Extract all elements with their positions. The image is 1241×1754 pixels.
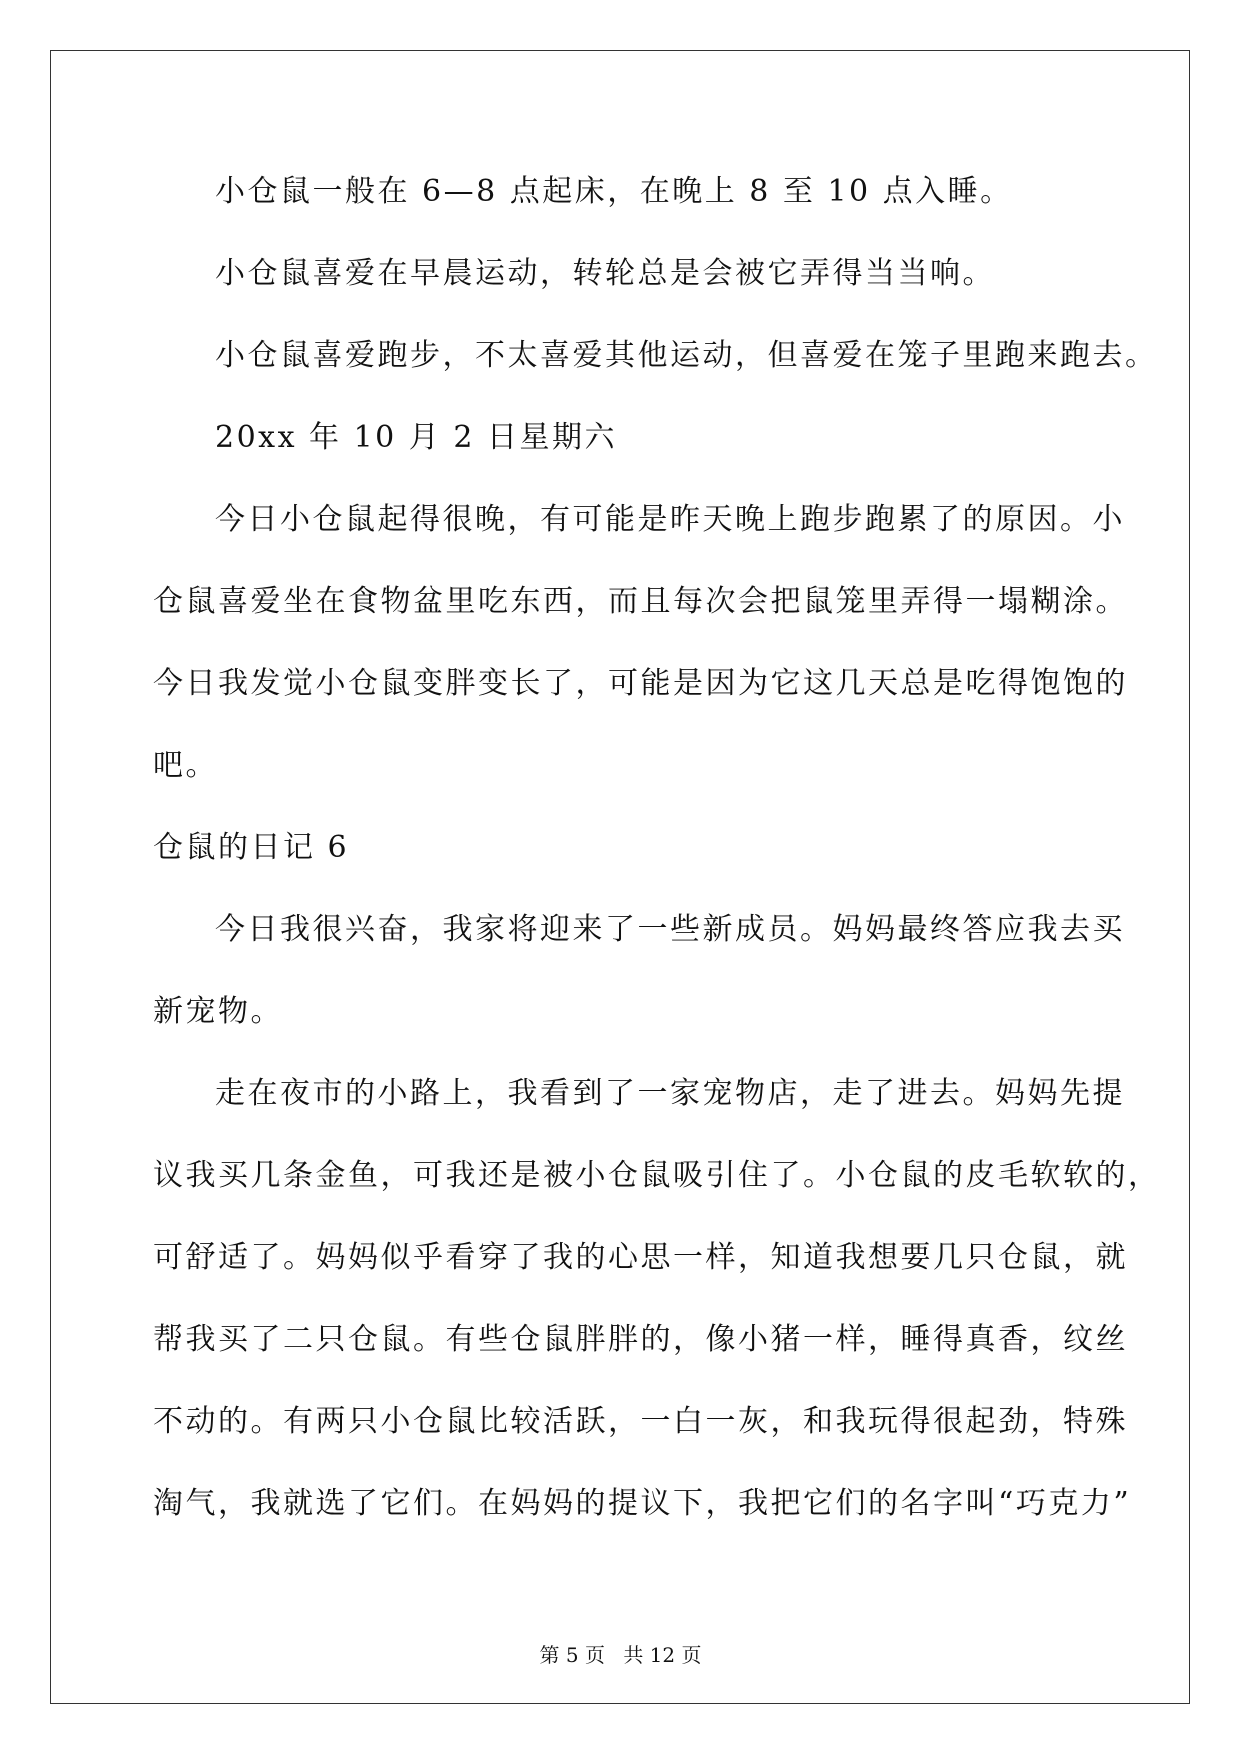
paragraph-line: 今日小仓鼠起得很晚，有可能是昨天晚上跑步跑累了的原因。小 (215, 502, 1125, 537)
paragraph-line: 可舒适了。妈妈似乎看穿了我的心思一样，知道我想要几只仓鼠，就 (153, 1240, 1128, 1275)
paragraph-line: 小仓鼠喜爱在早晨运动，转轮总是会被它弄得当当响。 (215, 256, 995, 291)
paragraph-line: 今日我很兴奋，我家将迎来了一些新成员。妈妈最终答应我去买 (215, 912, 1125, 947)
paragraph-line: 今日我发觉小仓鼠变胖变长了，可能是因为它这几天总是吃得饱饱的 (153, 666, 1128, 701)
page-number: 第 5 页 (539, 1643, 605, 1667)
paragraph-line: 小仓鼠喜爱跑步，不太喜爱其他运动，但喜爱在笼子里跑来跑去。 (215, 338, 1158, 373)
diary-date-heading: 20xx 年 10 月 2 日星期六 (215, 420, 617, 455)
page-total: 共 12 页 (623, 1643, 702, 1667)
paragraph-line: 淘气，我就选了它们。在妈妈的提议下，我把它们的名字叫“巧克力” (153, 1486, 1132, 1521)
paragraph-line: 新宠物。 (153, 994, 283, 1029)
page-border (50, 50, 1190, 1704)
paragraph-line: 不动的。有两只小仓鼠比较活跃，一白一灰，和我玩得很起劲，特殊 (153, 1404, 1128, 1439)
paragraph-line: 帮我买了二只仓鼠。有些仓鼠胖胖的，像小猪一样，睡得真香，纹丝 (153, 1322, 1128, 1357)
paragraph-line: 小仓鼠一般在 6—8 点起床，在晚上 8 至 10 点入睡。 (215, 174, 1013, 209)
paragraph-line: 走在夜市的小路上，我看到了一家宠物店，走了进去。妈妈先提 (215, 1076, 1125, 1111)
paragraph-line: 吧。 (153, 748, 218, 783)
paragraph-line: 议我买几条金鱼，可我还是被小仓鼠吸引住了。小仓鼠的皮毛软软的， (153, 1158, 1161, 1193)
section-title: 仓鼠的日记 6 (153, 830, 350, 865)
page-footer (0, 1643, 1241, 1667)
paragraph-line: 仓鼠喜爱坐在食物盆里吃东西，而且每次会把鼠笼里弄得一塌糊涂。 (153, 584, 1128, 619)
